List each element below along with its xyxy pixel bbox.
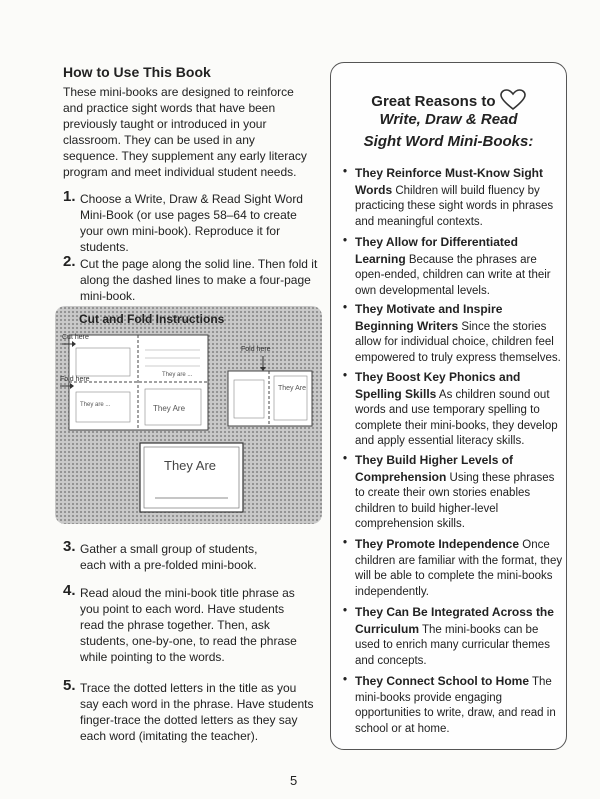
svg-text:They Are: They Are <box>278 385 307 392</box>
sidebar-title-line2: Write, Draw & Read <box>379 111 518 128</box>
mini-title-small: They Are <box>153 404 186 413</box>
reason-text: Because the phrases are open-ended, children can write at their own developmental levels. <box>355 253 551 297</box>
reason-heading: They Motivate and Inspire Beginning Writers <box>355 302 503 333</box>
reason-text: Using these phrases to create their own stories enables children to build higher-level comprehension skills. <box>355 471 555 530</box>
step-4 <box>63 582 323 665</box>
step-number: 3. <box>63 538 76 555</box>
page-number: 5 <box>290 773 298 788</box>
reason-heading: They Build Higher Levels of Comprehension <box>355 453 514 484</box>
step-number: 1. <box>63 188 76 205</box>
reason-text: Children will build fluency by practicing these sight words in phrases and meaningful contexts. <box>355 184 554 228</box>
fold-here-label-right: Fold here <box>241 346 271 353</box>
reason-text: As children sound out words and use temporary spelling to complete their mini-books, they develop and apply essential literacy skills. <box>355 388 558 447</box>
step-text: Gather a small group of students, each with a pre-folded mini-book. <box>80 542 258 572</box>
step-text: Read aloud the mini-book title phrase as you point to each word. Have students read the phrase together. Then, ask students, one-by-one, to read the phrase while pointing to the words. <box>80 586 297 664</box>
reason-item: • They Motivate and Inspire Beginning Writers Since the stories allow for individual choice, children feel empowered to truly express themselves. <box>343 302 561 364</box>
reason-item: • They Can Be Integrated Across the Curriculum The mini-books can be used to enrich many curricular themes and concepts. <box>343 605 554 667</box>
reason-item: • They Allow for Differentiated Learning Because the phrases are open-ended, children can write at their own developmental levels. <box>343 235 551 297</box>
reason-item: • They Build Higher Levels of Comprehension Using these phrases to create their own stories enables children to build higher-level comprehension skills. <box>343 453 555 530</box>
svg-text:They are ...: They are ... <box>162 372 193 378</box>
svg-text:They are ...: They are ... <box>80 402 111 408</box>
reason-text: The mini-books provide engaging opportunities to write, draw, and read in school or at home. <box>355 676 556 735</box>
cut-fold-title: Cut and Fold Instructions <box>79 312 225 326</box>
step-3 <box>63 538 323 573</box>
step-text: Trace the dotted letters in the title as you say each word in the phrase. Have students finger-trace the dotted letters as they say each word (imitating the teacher). <box>80 681 314 743</box>
sidebar-title-line3: Sight Word Mini-Books: <box>363 133 534 150</box>
step-5 <box>63 677 323 744</box>
section-heading: How to Use This Book <box>63 64 211 80</box>
reason-heading: They Can Be Integrated Across the Curriculum <box>355 605 554 636</box>
reason-text: Since the stories allow for individual choice, children feel empowered to truly express themselves. <box>355 320 561 364</box>
reason-heading: They Reinforce Must-Know Sight Words <box>355 166 544 197</box>
cut-here-label: Cut here <box>62 334 89 341</box>
step-text: Cut the page along the solid line. Then fold it along the dashed lines to make a four-page mini-book. <box>80 257 318 303</box>
intro-paragraph: These mini-books are designed to reinforce and practice sight words that have been previously taught or introduced in your classroom. They can be used in any sequence. They supplement any early literacy program and meet individual student needs. <box>63 85 307 179</box>
heart-outline-icon <box>500 89 526 111</box>
reason-text: The mini-books can be used to enrich many curricular themes and concepts. <box>355 623 550 667</box>
reason-item: • They Promote Independence Once children are familiar with the format, they will be able to complete the mini-books independently. <box>343 537 563 598</box>
sidebar-title-line1: Great Reasons to <box>330 89 567 111</box>
fold-here-label-left: Fold here <box>60 376 90 383</box>
reason-item: • They Reinforce Must-Know Sight Words Children will build fluency by practicing these sight words in phrases and meaningful contexts. <box>343 166 554 228</box>
mini-book-title: They Are <box>164 458 217 473</box>
step-number: 2. <box>63 253 76 270</box>
reason-text: Once children are familiar with the format, they will be able to complete the mini-books independently. <box>355 539 563 598</box>
reason-heading: They Promote Independence <box>355 537 520 551</box>
reason-heading: They Connect School to Home <box>355 674 530 688</box>
finished-mini-book <box>140 443 243 512</box>
reason-item: • They Boost Key Phonics and Spelling Skills As children sound out words and use temporary spelling to complete their mini-books, they develop and apply essential literacy skills. <box>343 370 558 447</box>
step-text: Choose a Write, Draw & Read Sight Word Mini-Book (or use pages 58–64 to create your own mini-book). Reproduce it for students. <box>80 192 303 254</box>
reason-heading: They Boost Key Phonics and Spelling Skills <box>355 370 521 401</box>
reason-item: • They Connect School to Home The mini-books provide engaging opportunities to write, draw, and read in school or at home. <box>343 674 556 735</box>
step-number: 5. <box>63 677 76 694</box>
reason-heading: They Allow for Differentiated Learning <box>355 235 518 266</box>
step-number: 4. <box>63 582 76 599</box>
